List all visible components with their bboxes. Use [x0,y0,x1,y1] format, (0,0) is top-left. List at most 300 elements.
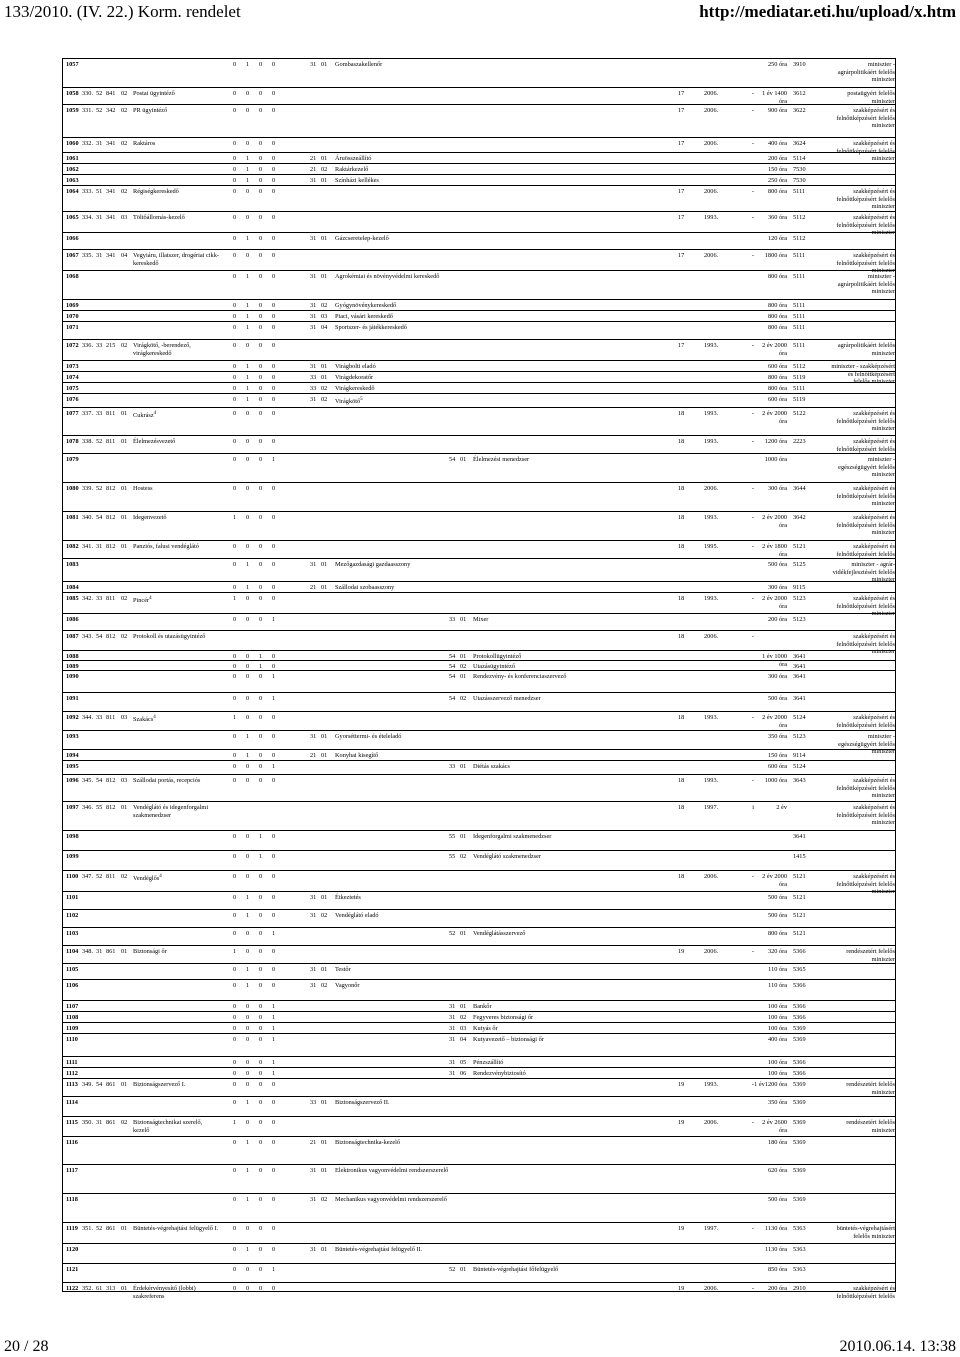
code-cell: 01 [121,514,128,521]
sub-code: 03 [460,1025,467,1032]
level-cell: 17 [678,90,685,97]
code-cell: 04 [121,252,128,259]
duration-cell: 360 óra [767,214,787,221]
duration-cell: 2 év 2000 óra [762,595,787,610]
feor-code: 7530 [793,177,806,184]
row-id: 1119 [66,1225,78,1232]
flag-cell: 1 [246,177,250,184]
flag-cell: 1 [246,324,250,331]
flag-cell: 0 [272,653,276,660]
table-row [63,1078,895,1097]
flag-cell: 1 [272,930,276,937]
row-id: 1076 [66,396,79,403]
year-cell: 1997. [704,804,719,811]
flag-cell: 0 [233,396,237,403]
sub-qualification-name: Szállodai szobaasszony [335,584,395,591]
code-cell: 31 [96,1119,103,1126]
flag-cell: 0 [272,966,276,973]
flag-cell: 0 [272,214,276,221]
code-cell: 01 [121,804,128,811]
sub-qualification-name: Mezőgazdasági gazdaasszony [335,561,411,568]
flag-cell: 0 [233,166,237,173]
flag-cell: 0 [233,177,237,184]
flag-cell: 0 [259,1036,263,1043]
year-cell: 1995. [704,543,719,550]
sub-code: 04 [321,324,328,331]
table-row [63,945,895,964]
feor-code: 5119 [793,396,806,403]
duration-cell: 100 óra [767,1014,787,1021]
sub-code: 31 [310,273,317,280]
qualification-name: Biztonságtechnikai szerelő, kezelő [133,1119,203,1134]
duration-cell: 150 óra [767,166,787,173]
flag-cell: 1 [272,1025,276,1032]
flag-cell: 1 [246,1099,250,1106]
sub-code: 31 [310,324,317,331]
duration-cell: 1130 óra [765,1246,787,1253]
dash-cell: - [751,1285,754,1292]
table-row [63,1116,895,1137]
sub-qualification-name: Biztonságtechnika-kezelő [335,1139,401,1146]
duration-cell: 1200 óra [764,438,787,445]
sub-qualification-name: Elektronikus vagyonvédelmi rendszerszerelő [335,1167,449,1174]
code-cell: 344. [82,714,94,721]
sub-code: 06 [460,1070,467,1077]
flag-cell: 0 [246,695,250,702]
table-row [63,592,895,618]
feor-code: 5366 [793,982,806,989]
flag-cell: 0 [233,663,237,670]
header-url[interactable]: http://mediatar.eti.hu/upload/x.htm [699,2,956,21]
table-row [63,558,895,584]
header-title: 133/2010. (IV. 22.) Korm. rendelet [4,2,241,21]
code-cell: 01 [121,948,128,955]
flag-cell: 0 [259,1081,263,1088]
code-cell: 01 [121,543,128,550]
qualification-name: Szakács$^4$ [133,715,156,724]
flag-cell: 1 [246,1139,250,1146]
row-id: 1104 [66,948,79,955]
feor-code: 5363 [793,1266,806,1273]
flag-cell: 0 [233,733,237,740]
flag-cell: 0 [259,1119,263,1126]
code-cell: 31 [96,214,103,221]
responsible-minister: szakképzésért és felnőttképzésért felelős [836,714,895,729]
sub-qualification-name: Kutyavezető – biztonsági őr [473,1036,544,1043]
flag-cell: 0 [272,252,276,259]
responsible-minister: szakképzésért és felnőttképzésért felelős [836,543,895,558]
duration-cell: 120 óra [767,235,787,242]
sub-code: 01 [321,966,328,973]
flag-cell: 0 [246,1059,250,1066]
feor-code: 5121 [793,543,806,550]
flag-cell: 0 [259,733,263,740]
row-id: 1096 [66,777,79,784]
duration-cell: 620 óra [767,1167,787,1174]
flag-cell: 0 [259,456,263,463]
level-cell: 18 [678,777,685,784]
qualification-name: Élelmezésvezető [133,438,176,445]
code-cell: 215 [106,342,116,349]
flag-cell: 0 [272,1246,276,1253]
dash-cell: - [751,595,754,602]
code-cell: 349. [82,1081,94,1088]
duration-cell: 850 óra [767,1266,787,1273]
duration-cell: 500 óra [767,695,787,702]
level-cell: 18 [678,595,685,602]
level-cell: 17 [678,107,685,114]
table-row [63,760,895,772]
feor-code: 5366 [793,1059,806,1066]
flag-cell: 0 [259,763,263,770]
flag-cell: 0 [246,1014,250,1021]
flag-cell: 0 [272,1139,276,1146]
flag-cell: 0 [259,1139,263,1146]
code-cell: 342 [106,107,116,114]
sub-code: 54 [449,653,456,660]
sub-qualification-name: Rendezvénybiztosító [473,1070,526,1077]
page-counter: 20 / 28 [4,1338,49,1355]
sub-code: 33 [449,763,456,770]
flag-cell: 0 [233,912,237,919]
year-cell: 1993. [704,1081,719,1088]
row-id: 1094 [66,752,79,759]
row-id: 1120 [66,1246,79,1253]
table-row [63,1033,895,1054]
flag-cell: 0 [233,385,237,392]
feor-code: 5363 [793,1225,806,1232]
responsible-minister: szakképzésért és felnőttképzésért felelős miniszter [836,595,895,618]
flag-cell: 1 [246,302,250,309]
table-row [63,692,895,712]
flag-cell: 0 [259,438,263,445]
feor-code: 5112 [793,363,806,370]
flag-cell: 1 [246,584,250,591]
dash-cell: - [751,485,754,492]
sub-qualification-name: Színházi kellékes [335,177,379,184]
dash-cell: - [751,342,754,349]
year-cell: 1997. [704,1225,719,1232]
row-id: 1088 [66,653,79,660]
flag-cell: 0 [259,235,263,242]
feor-code: 5111 [793,313,806,320]
feor-code: 5125 [793,561,806,568]
year-cell: 2006. [704,90,719,97]
flag-cell: 0 [246,673,250,680]
feor-code: 3910 [793,61,806,68]
sub-code: 01 [460,653,467,660]
code-cell: 54 [96,633,103,640]
duration-cell: 180 óra [767,1139,787,1146]
sub-code: 02 [321,385,328,392]
feor-code: 5112 [793,235,806,242]
sub-code: 31 [310,396,317,403]
flag-cell: 0 [246,1285,250,1292]
sub-code: 31 [310,561,317,568]
flag-cell: 1 [246,982,250,989]
code-cell: 33 [96,595,103,602]
sub-qualification-name: Büntetés-végrehajtási főfelügyelő [473,1266,559,1273]
row-id: 1087 [66,633,79,640]
duration-cell: 2 év 2000 óra [762,410,787,425]
feor-code: 5369 [793,1025,806,1032]
flag-cell: 0 [272,273,276,280]
flag-cell: 0 [272,873,276,880]
flag-cell: 0 [259,584,263,591]
flag-cell: 0 [246,252,250,259]
flag-cell: 0 [233,155,237,162]
code-cell: 345. [82,777,94,784]
dash-cell: - [751,214,754,221]
table-row [63,232,895,250]
feor-code: 5363 [793,1246,806,1253]
sub-qualification-name: Virágkötő$^5$ [335,397,363,406]
flag-cell: 0 [259,1225,263,1232]
flag-cell: 1 [272,1059,276,1066]
flag-cell: 0 [259,166,263,173]
sub-code: 04 [460,1036,467,1043]
responsible-minister: szakképzésért és felnőttképzésért felelős miniszter [836,633,895,656]
level-cell: 19 [678,948,685,955]
sub-qualification-name: Raktárkezelő [335,166,369,173]
qualification-name: Vendéglős$^4$ [133,874,162,883]
sub-code: 31 [449,1036,456,1043]
flag-cell: 0 [246,714,250,721]
code-cell: 341 [106,188,116,195]
flag-cell: 0 [246,763,250,770]
feor-code: 5369 [793,1196,806,1203]
flag-cell: 0 [272,385,276,392]
flag-cell: 0 [233,1070,237,1077]
qualification-name: Pincér$^4$ [133,596,152,605]
qualification-name: Idegenvezető [133,514,167,521]
table-row [63,909,895,928]
flag-cell: 0 [272,313,276,320]
row-id: 1075 [66,385,79,392]
table-row [63,711,895,731]
feor-code: 5112 [793,214,806,221]
row-id: 1097 [66,804,79,811]
duration-cell: 110 óra [768,966,787,973]
flag-cell: 0 [233,214,237,221]
code-cell: 52 [96,1225,103,1232]
duration-cell: 500 óra [767,561,787,568]
sub-qualification-name: Virágdekoratőr [335,374,374,381]
duration-cell: 500 óra [767,1196,787,1203]
flag-cell: 0 [272,584,276,591]
flag-cell: 0 [272,374,276,381]
flag-cell: 0 [272,853,276,860]
flag-cell: 0 [259,616,263,623]
code-cell: 54 [96,514,103,521]
table-row [63,670,895,693]
duration-cell: 500 óra [767,912,787,919]
code-cell: 811 [106,595,116,602]
sub-code: 02 [321,396,328,403]
qualification-name: Raktáros [133,140,156,147]
feor-code: 9114 [793,752,806,759]
feor-code: 5121 [793,912,806,919]
table-row [63,630,895,656]
sub-qualification-name: Agrokémiai és növényvédelmi kereskedő [335,273,440,280]
flag-cell: 0 [233,1036,237,1043]
flag-cell: 0 [246,930,250,937]
duration-cell: 1130 óra [765,1225,787,1232]
table-row [63,453,895,483]
code-cell: 812 [106,777,116,784]
duration-cell: 100 óra [767,1059,787,1066]
sub-qualification-name: Vendéglátó szakmenedzser [473,853,542,860]
sub-code: 01 [321,273,328,280]
sub-qualification-name: Mechanikus vagyonvédelmi rendszerszerelő [335,1196,447,1203]
flag-cell: 0 [259,1014,263,1021]
flag-cell: 0 [272,438,276,445]
table-row [63,407,895,436]
flag-cell: 1 [272,616,276,623]
code-cell: 811 [106,873,116,880]
code-cell: 03 [121,777,128,784]
flag-cell: 1 [259,853,263,860]
qualification-name: Virágkötő, -berendező, virágkereskedő [133,342,191,357]
feor-code: 5369 [793,1119,806,1126]
qualification-name: Szállodai portás, recepciós [133,777,201,784]
row-id: 1105 [66,966,79,973]
flag-cell: 0 [259,1246,263,1253]
flag-cell: 0 [246,777,250,784]
flag-cell: 1 [246,385,250,392]
row-id: 1107 [66,1003,79,1010]
responsible-minister: miniszter - agrár-vidékfejlesztésért felelős miniszter [832,561,895,584]
feor-code: 5124 [793,714,806,721]
duration-cell: 1 év 1400 óra [762,90,787,105]
code-cell: 350. [82,1119,94,1126]
flag-cell: 0 [233,1003,237,1010]
sub-code: 31 [310,177,317,184]
flag-cell: 1 [272,763,276,770]
flag-cell: 0 [259,1196,263,1203]
code-cell: 01 [121,410,128,417]
row-id: 1098 [66,833,79,840]
table-row [63,1263,895,1282]
flag-cell: 0 [246,1070,250,1077]
qualification-name: Biztonságszervező I. [133,1081,186,1088]
responsible-minister: büntetés-végrehajtásért felelős miniszter [836,1225,895,1240]
flag-cell: 1 [246,752,250,759]
flag-cell: 0 [272,714,276,721]
sub-code: 21 [310,166,317,173]
code-cell: 343. [82,633,94,640]
sub-code: 01 [321,1099,328,1106]
qualification-name: Cukrász$^4$ [133,411,157,420]
row-id: 1064 [66,188,79,195]
qualification-name: Panziós, falusi vendéglátó [133,543,199,550]
flag-cell: 0 [272,302,276,309]
qualification-name: Töltőállomás-kezelő [133,214,185,221]
code-cell: 812 [106,485,116,492]
flag-cell: 0 [246,948,250,955]
qualification-name: Postai ügyintéző [133,90,175,97]
sub-code: 03 [321,313,328,320]
year-cell: 2006. [704,252,719,259]
code-cell: 331. [82,107,94,114]
code-cell: 812 [106,633,116,640]
feor-code: 5369 [793,1167,806,1174]
feor-code: 3624 [793,140,806,147]
flag-cell: 0 [233,188,237,195]
flag-cell: 0 [233,853,237,860]
flag-cell: 0 [233,561,237,568]
flag-cell: 0 [233,543,237,550]
duration-cell: 2 év 2000 óra [762,714,787,729]
flag-cell: 0 [233,1196,237,1203]
flag-cell: 0 [233,1025,237,1032]
feor-code: 3612 [793,90,806,97]
row-id: 1081 [66,514,79,521]
feor-code: 5365 [793,966,806,973]
flag-cell: 0 [233,90,237,97]
flag-cell: 0 [272,663,276,670]
flag-cell: 0 [272,90,276,97]
sub-code: 01 [321,733,328,740]
table-row [63,774,895,799]
sub-code: 01 [321,1246,328,1253]
flag-cell: 0 [233,1225,237,1232]
code-cell: 341. [82,543,94,550]
flag-cell: 0 [246,595,250,602]
duration-cell: 200 óra [767,155,787,162]
sub-code: 01 [321,374,328,381]
flag-cell: 0 [259,777,263,784]
level-cell: 18 [678,485,685,492]
code-cell: 51 [96,188,103,195]
flag-cell: 0 [259,1167,263,1174]
feor-code: 5121 [793,930,806,937]
row-id: 1085 [66,595,79,602]
flag-cell: 0 [272,61,276,68]
code-cell: 52 [96,873,103,880]
responsible-minister: miniszter - szakképzésért és felnőttképzésért felelős miniszter [831,363,895,386]
row-id: 1068 [66,273,79,280]
flag-cell: 1 [246,363,250,370]
sub-code: 31 [310,302,317,309]
row-id: 1071 [66,324,79,331]
flag-cell: 0 [272,752,276,759]
sub-qualification-name: Diétás szakács [473,763,510,770]
qualification-name: Biztonsági őr [133,948,167,955]
feor-code: 5119 [793,374,806,381]
table-row [63,850,895,871]
sub-code: 31 [310,912,317,919]
row-id: 1091 [66,695,79,702]
row-id: 1059 [66,107,79,114]
year-cell: 1993. [704,514,719,521]
code-cell: 338. [82,438,94,445]
code-cell: 351. [82,1225,94,1232]
sub-code: 54 [449,456,456,463]
feor-code: 1415 [793,853,806,860]
sub-qualification-name: Pénzszállító [473,1059,504,1066]
table-row [63,979,895,998]
sub-code: 01 [321,363,328,370]
flag-cell: 0 [259,873,263,880]
sub-code: 05 [460,1059,467,1066]
sub-code: 31 [310,982,317,989]
flag-cell: 1 [246,166,250,173]
feor-code: 3641 [793,833,806,840]
feor-code: 3642 [793,514,806,521]
flag-cell: 0 [233,616,237,623]
row-id: 1061 [66,155,79,162]
